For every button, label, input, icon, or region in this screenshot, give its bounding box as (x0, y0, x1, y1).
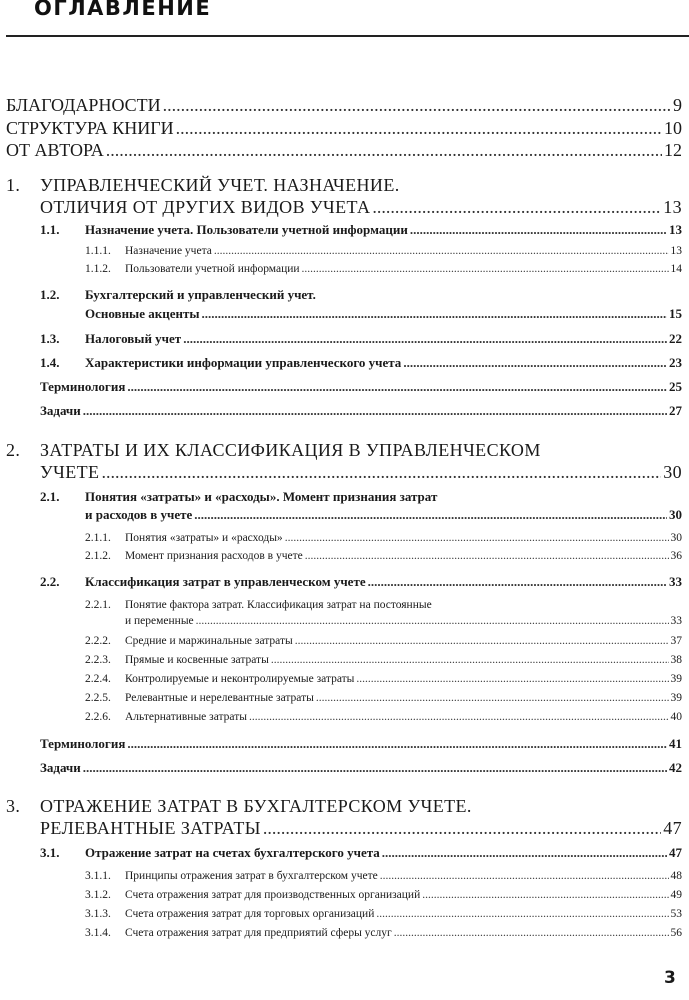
subsection-page: 56 (670, 927, 682, 939)
toc-leader (83, 403, 667, 419)
section-entry[interactable] (40, 355, 682, 371)
subsection-number: 1.1.2. (85, 263, 111, 275)
section-page: 25 (669, 379, 682, 394)
toc-leader (422, 889, 668, 901)
header-rule (6, 35, 689, 37)
subsection-title: Момент признания расходов в учете (125, 550, 303, 562)
section-title-line1: Понятия «затраты» и «расходы». Момент признания затрат (85, 489, 438, 504)
subsection-number: 2.2.1. (85, 599, 111, 611)
section-title: Классификация затрат в управленческом учете (85, 574, 366, 589)
toc-entry-page: 12 (664, 140, 682, 160)
section-page: 27 (669, 403, 682, 418)
chapter-entry[interactable] (40, 818, 682, 839)
subsection-title: Принципы отражения затрат в бухгалтерском учете (125, 870, 378, 882)
section-page: 33 (669, 574, 682, 589)
subsection-page: 53 (670, 908, 682, 920)
section-entry[interactable] (85, 507, 682, 523)
toc-leader (372, 197, 661, 218)
subsection-title: Контролируемые и неконтролируемые затраты (125, 673, 355, 685)
chapter-page: 30 (663, 462, 682, 482)
section-page: 13 (669, 222, 682, 237)
chapter-title-line2: УЧЕТЕ (40, 462, 100, 482)
section-entry[interactable] (40, 574, 682, 590)
toc-leader (271, 654, 669, 666)
section-page: 42 (669, 760, 682, 775)
chapter-title-line2: РЕЛЕВАНТНЫЕ ЗАТРАТЫ (40, 818, 261, 838)
toc-entry-page: 9 (673, 95, 682, 115)
toc-entry-title: ОТ АВТОРА (6, 140, 104, 160)
toc-leader (394, 927, 669, 939)
toc-leader (176, 118, 662, 139)
subsection-title-line1: Понятие фактора затрат. Классификация затрат на постоянные (125, 599, 432, 611)
toc-leader (127, 379, 667, 395)
section-number: 1.3. (40, 331, 60, 346)
subsection-number: 2.1.2. (85, 550, 111, 562)
subsection-entry[interactable] (85, 927, 682, 939)
subsection-number: 3.1.4. (85, 927, 111, 939)
toc-leader (295, 635, 669, 647)
toc-leader (183, 331, 667, 347)
subsection-number: 2.2.5. (85, 692, 111, 704)
subsection-entry[interactable] (85, 550, 682, 562)
subsection-entry[interactable] (85, 673, 682, 685)
subsection-number: 2.2.3. (85, 654, 111, 666)
subsection-entry[interactable] (85, 654, 682, 666)
subsection-title: Счета отражения затрат для предприятий сферы услуг (125, 927, 392, 939)
chapter-page: 47 (663, 818, 682, 838)
subsection-page: 49 (670, 889, 682, 901)
subsection-number: 2.2.2. (85, 635, 111, 647)
subsection-entry[interactable] (85, 889, 682, 901)
toc-leader (382, 845, 667, 861)
subsection-page: 39 (670, 673, 682, 685)
subsection-title: Назначение учета (125, 245, 212, 257)
section-number: 1.4. (40, 355, 60, 370)
toc-leader (106, 140, 662, 161)
toc-leader (196, 615, 669, 627)
subsection-title: Альтернативные затраты (125, 711, 247, 723)
toc-entry-title: БЛАГОДАРНОСТИ (6, 95, 161, 115)
section-title: Характеристики информации управленческого учета (85, 355, 402, 370)
subsection-number: 2.2.4. (85, 673, 111, 685)
subsection-title: Счета отражения затрат для производственных организаций (125, 889, 421, 901)
subsection-page: 40 (670, 711, 682, 723)
section-title-line1: Бухгалтерский и управленческий учет. (85, 287, 316, 302)
section-page: 41 (669, 736, 682, 751)
section-title: Терминология (40, 379, 126, 394)
toc-leader (305, 550, 669, 562)
toc-leader (316, 692, 669, 704)
subsection-page: 39 (670, 692, 682, 704)
subsection-number: 1.1.1. (85, 245, 111, 257)
subsection-entry[interactable] (85, 532, 682, 544)
section-number: 2.2. (40, 574, 60, 589)
subsection-title: Релевантные и нерелевантные затраты (125, 692, 314, 704)
subsection-number: 2.2.6. (85, 711, 111, 723)
toc-leader (249, 711, 669, 723)
subsection-title: Пользователи учетной информации (125, 263, 300, 275)
subsection-title: Понятия «затраты» и «расходы» (125, 532, 283, 544)
section-title-line2: Основные акценты (85, 306, 200, 321)
section-page: 22 (669, 331, 682, 346)
toc-entry[interactable] (6, 118, 682, 139)
subsection-number: 3.1.1. (85, 870, 111, 882)
toc-entry[interactable] (6, 95, 682, 116)
chapter-entry[interactable] (40, 197, 682, 218)
subsection-number: 2.1.1. (85, 532, 111, 544)
subsection-title: Прямые и косвенные затраты (125, 654, 269, 666)
toc-leader (163, 95, 671, 116)
subsection-entry[interactable] (85, 711, 682, 723)
section-number: 1.1. (40, 222, 60, 237)
subsection-page: 14 (670, 263, 682, 275)
toc-leader (101, 462, 661, 483)
toc-entry-title: СТРУКТУРА КНИГИ (6, 118, 174, 138)
section-title: Терминология (40, 736, 126, 751)
section-title: Назначение учета. Пользователи учетной информации (85, 222, 408, 237)
terminology-entry[interactable] (40, 736, 682, 752)
tasks-entry[interactable] (40, 403, 682, 419)
section-entry[interactable] (85, 306, 682, 322)
subsection-entry[interactable] (85, 692, 682, 704)
section-title: Налоговый учет (85, 331, 182, 346)
subsection-page: 48 (670, 870, 682, 882)
tasks-entry[interactable] (40, 760, 682, 776)
toc-leader (376, 908, 668, 920)
toc-leader (410, 222, 667, 238)
section-page: 23 (669, 355, 682, 370)
toc-leader (356, 673, 668, 685)
toc-leader (214, 245, 669, 257)
section-number: 1.2. (40, 287, 60, 302)
subsection-entry[interactable] (85, 263, 682, 275)
subsection-title: Счета отражения затрат для торговых организаций (125, 908, 375, 920)
section-number: 2.1. (40, 489, 60, 504)
chapter-number: 3. (6, 796, 21, 816)
section-entry[interactable] (40, 331, 682, 347)
toc-leader (263, 818, 661, 839)
section-entry[interactable] (40, 222, 682, 238)
toc-leader (285, 532, 669, 544)
subsection-page: 30 (670, 532, 682, 544)
subsection-entry[interactable] (85, 870, 682, 882)
section-page: 15 (669, 306, 682, 321)
chapter-entry[interactable] (40, 462, 682, 483)
subsection-title-line2: и переменные (125, 615, 194, 627)
subsection-page: 36 (670, 550, 682, 562)
subsection-entry[interactable] (125, 615, 682, 627)
toc-leader (380, 870, 669, 882)
chapter-title-line1: УПРАВЛЕНЧЕСКИЙ УЧЕТ. НАЗНАЧЕНИЕ. (40, 175, 400, 195)
toc-leader (127, 736, 667, 752)
chapter-number: 2. (6, 440, 21, 460)
subsection-page: 38 (670, 654, 682, 666)
page-header-title: ОГЛАВЛЕНИЕ (34, 0, 212, 20)
chapter-number: 1. (6, 175, 21, 195)
chapter-title-line2: ОТЛИЧИЯ ОТ ДРУГИХ ВИДОВ УЧЕТА (40, 197, 371, 217)
subsection-entry[interactable] (85, 635, 682, 647)
toc-entry[interactable] (6, 140, 682, 161)
toc-leader (83, 760, 667, 776)
subsection-number: 3.1.2. (85, 889, 111, 901)
subsection-entry[interactable] (85, 245, 682, 257)
chapter-title-line1: ЗАТРАТЫ И ИХ КЛАССИФИКАЦИЯ В УПРАВЛЕНЧЕСКОМ (40, 440, 541, 460)
subsection-page: 37 (670, 635, 682, 647)
toc-leader (194, 507, 667, 523)
subsection-number: 3.1.3. (85, 908, 111, 920)
toc-leader (403, 355, 667, 371)
section-entry[interactable] (40, 845, 682, 861)
section-title: Задачи (40, 403, 81, 418)
toc-leader (302, 263, 669, 275)
section-title: Отражение затрат на счетах бухгалтерского учета (85, 845, 380, 860)
subsection-page: 13 (670, 245, 682, 257)
section-title-line2: и расходов в учете (85, 507, 193, 522)
section-number: 3.1. (40, 845, 60, 860)
toc-entry-page: 10 (664, 118, 682, 138)
page-number: 3 (664, 968, 676, 988)
section-page: 30 (669, 507, 682, 522)
section-page: 47 (669, 845, 682, 860)
subsection-page: 33 (670, 615, 682, 627)
terminology-entry[interactable] (40, 379, 682, 395)
toc-leader (368, 574, 667, 590)
toc-leader (202, 306, 667, 322)
subsection-title: Средние и маржинальные затраты (125, 635, 293, 647)
section-title: Задачи (40, 760, 81, 775)
chapter-page: 13 (663, 197, 682, 217)
subsection-entry[interactable] (85, 908, 682, 920)
chapter-title-line1: ОТРАЖЕНИЕ ЗАТРАТ В БУХГАЛТЕРСКОМ УЧЕТЕ. (40, 796, 472, 816)
